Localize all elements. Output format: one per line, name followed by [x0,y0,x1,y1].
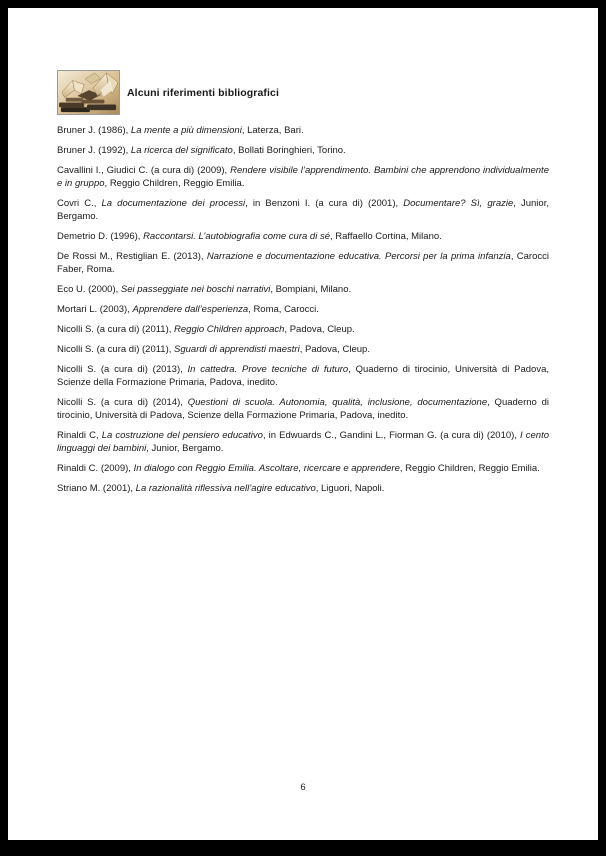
bibliography-entry [57,197,549,223]
entry-text: , Carocci Faber, Roma. [57,251,549,275]
entry-text: Demetrio D. (1996), [57,231,144,242]
entry-text: Nicolli S. (a cura di) (2014), [57,397,188,408]
entry-text: Bruner J. (1992), [57,145,131,156]
entry-title-italic: In cattedra. Prove tecniche di futuro [187,364,349,375]
entry-text: , Raffaello Cortina, Milano. [330,231,442,242]
entry-title-italic: Rendere visibile l’apprendimento. Bambini che apprendono individualmente e in gruppo [57,165,549,189]
entry-text: , Roma, Carocci. [248,304,319,315]
entry-text: Nicolli S. (a cura di) (2011), [57,344,175,355]
entry-text: , Bompiani, Milano. [270,284,352,295]
entry-text: , Padova, Cleup. [299,344,370,355]
bibliography-entry [57,250,549,276]
entry-text: Striano M. (2001), [57,483,136,494]
entry-text: , Liguori, Napoli. [315,483,385,494]
bibliography-entry [57,462,549,475]
entry-text: Cavallini I., Giudici C. (a cura di) (2009), [57,165,231,176]
entry-title-italic: La mente a più dimensioni [130,125,242,136]
entry-title-italic: La costruzione del pensiero educativo [101,430,263,441]
bibliography-list [57,124,549,502]
entry-text: , in Edwuards C., Gandini L., Fiorman G. (a cura di) (2010), [262,430,521,441]
entry-text: , Laterza, Bari. [241,125,304,136]
bibliography-entry [57,396,549,422]
entry-title-italic: La ricerca del significato [130,145,233,156]
bibliography-entry [57,164,549,190]
entry-title-italic: Sei passeggiate nei boschi narrativi [120,284,271,295]
bibliography-entry [57,482,549,495]
entry-text: Bruner J. (1986), [57,125,131,136]
entry-text: , Quaderno di tirocinio, Università di Padova, Scienze della Formazione Primaria, Padova, inedito. [57,397,550,421]
entry-text: Rinaldi C, [57,430,102,441]
page-title: Alcuni riferimenti bibliografici [127,87,279,99]
open-books-illustration [58,71,119,114]
entry-title-italic: I cento linguaggi dei bambini [57,430,550,454]
entry-title-italic: Raccontarsi. L’autobiografia come cura di sé [143,231,330,242]
entry-text: , Bollati Boringhieri, Torino. [232,145,346,156]
entry-title-italic: Reggio Children approach [174,324,285,335]
document-header [57,70,549,116]
entry-text: , in Benzoni I. (a cura di) (2001), [245,198,404,209]
entry-title-italic: Sguardi di apprendisti maestri [174,344,300,355]
open-books-image [57,70,120,115]
entry-text: , Reggio Children, Reggio Emilia. [104,178,245,189]
entry-title-italic: Apprendere dall’esperienza [132,304,249,315]
bibliography-entry [57,283,549,296]
entry-text: , Reggio Children, Reggio Emilia. [399,463,540,474]
bibliography-entry [57,303,549,316]
entry-text: Nicolli S. (a cura di) (2011), [57,324,175,335]
bibliography-entry [57,144,549,157]
entry-text: Covri C., [57,198,102,209]
entry-title-italic: La razionalità riflessiva nell’agire educativo [135,483,316,494]
entry-text: Rinaldi C. (2009), [57,463,134,474]
entry-title-italic: Narrazione e documentazione educativa. Percorsi per la prima infanzia [206,251,511,262]
entry-text: Mortari L. (2003), [57,304,133,315]
entry-text: Nicolli S. (a cura di) (2013), [57,364,188,375]
entry-text: , Padova, Cleup. [284,324,355,335]
entry-text: De Rossi M., Restiglian E. (2013), [57,251,207,262]
entry-title-italic: Questioni di scuola. Autonomia, qualità, inclusione, documentazione [187,397,488,408]
bibliography-entry [57,230,549,243]
entry-text: , Quaderno di tirocinio, Università di Padova, Scienze della Formazione Primaria, Padova, inedito. [57,364,549,388]
bibliography-entry [57,363,549,389]
page-number: 6 [300,782,306,793]
entry-title-italic: Documentare? Sì, grazie [403,198,514,209]
entry-text: , Junior, Bergamo. [146,443,224,454]
document-page [8,8,598,840]
entry-title-italic: La documentazione dei processi [101,198,246,209]
entry-title-italic: In dialogo con Reggio Emilia. Ascoltare, ricercare e apprendere [133,463,400,474]
bibliography-entry [57,323,549,336]
bibliography-entry [57,124,549,137]
bibliography-entry [57,429,549,455]
entry-text: Eco U. (2000), [57,284,121,295]
entry-text: , Junior, Bergamo. [57,198,549,222]
bibliography-entry [57,343,549,356]
